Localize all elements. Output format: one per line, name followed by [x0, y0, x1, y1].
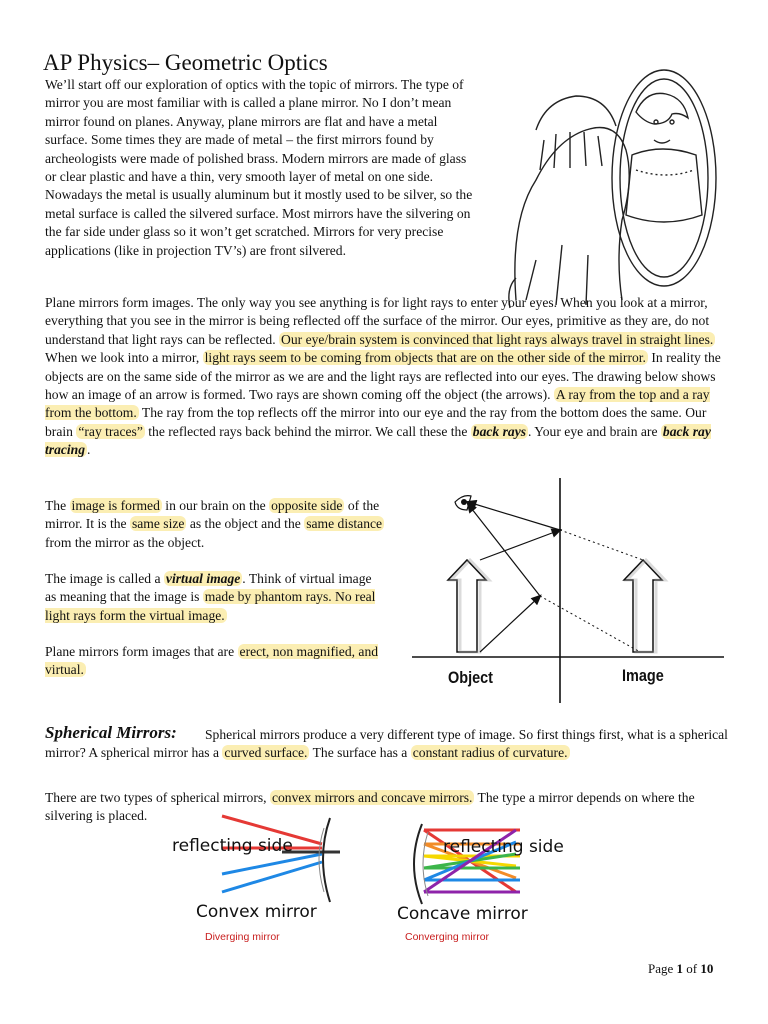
- plane-mirror-paragraph: Plane mirrors form images. The only way you see anything is for light rays to enter your eyes. When you look at a mirror, everything that you see in the mirror is being reflected off the surface of the mirror. Our eyes, primitive as they are, do not understand that light rays can be reflected. Our eye/brain system is convinced that light rays always travel in straight lines. When we look into a mirror, light rays seem to be coming from objects that are on the other side of the mirror. In reality the objects are on the same side of the mirror as we are and the light rays are reflected into our eyes. The drawing below shows how an image of an arrow is formed. Two rays are shown coming off the object (the arrows). A ray from the top and a ray from the bottom. The ray from the top reflects off the mirror into our eye and the ray from the bottom does the same. Our brain “ray traces” the reflected rays back behind the mirror. We call these the back rays . Your eye and brain are back ray tracing .: [45, 295, 721, 458]
- convex-mirror-label: Convex mirror: [196, 902, 317, 922]
- converging-mirror-label: Converging mirror: [405, 931, 490, 943]
- concave-mirror-label: Concave mirror: [397, 904, 528, 924]
- erect-paragraph: Plane mirrors form images that are erect, non magnified, and virtual.: [45, 644, 379, 678]
- object-label: Object: [448, 668, 493, 687]
- diverging-mirror-label: Diverging mirror: [205, 931, 280, 943]
- spherical-paragraph: Spherical mirrors produce a very different type of image. So first things first, what is a spherical mirror? A spherical mirror has a curved surface. The surface has a constant radius of curvature.: [45, 727, 728, 761]
- convex-mirror-drawing: [222, 814, 342, 904]
- image-label: Image: [622, 666, 664, 685]
- mirror-types-paragraph: There are two types of spherical mirrors, convex mirrors and concave mirrors. The type a mirror depends on where the silvering is placed.: [45, 790, 695, 824]
- image-formed-paragraph: The image is formed in our brain on the opposite side of the mirror. It is the same size as the object and the same distance from the mirror as the object.: [45, 498, 383, 550]
- convex-ray: [222, 854, 322, 874]
- page-title: AP Physics– Geometric Optics: [43, 50, 328, 75]
- concave-reflecting-side-label: reflecting side: [443, 837, 564, 857]
- virtual-image-paragraph: The image is called a virtual image . Think of virtual image as meaning that the image is made by phantom rays. No real light rays form the virtual image.: [45, 571, 376, 623]
- mirror-cartoon-illustration: [496, 60, 726, 310]
- convex-ray: [222, 862, 322, 892]
- intro-paragraph: We’ll start off our exploration of optics with the topic of mirrors. The type of mirror you are most familiar with is called a plane mirror. No I don’t mean mirror found on planes. Anyway, plane mirrors are flat and have a metal surface. Some times they are made of metal – the first mirrors found by archeologists were made of polished brass. Modern mirrors are made of glass or clear plastic and have a thin, very smooth layer of metal on one side. Nowadays the metal is usually aluminum but it mostly used to be silver, so the metal surface is called the silvered surface. Most mirrors have the silvering on the far side under glass so it won’t get scratched. Mirrors for very precise applications (like in projection TV’s) are front silvered.: [45, 77, 473, 258]
- convex-reflecting-side-label: reflecting side: [172, 836, 293, 856]
- concave-mirror-drawing: [408, 822, 528, 907]
- spherical-mirrors-heading: Spherical Mirrors:: [45, 723, 177, 742]
- page-footer: Page 1 of 10: [648, 961, 714, 976]
